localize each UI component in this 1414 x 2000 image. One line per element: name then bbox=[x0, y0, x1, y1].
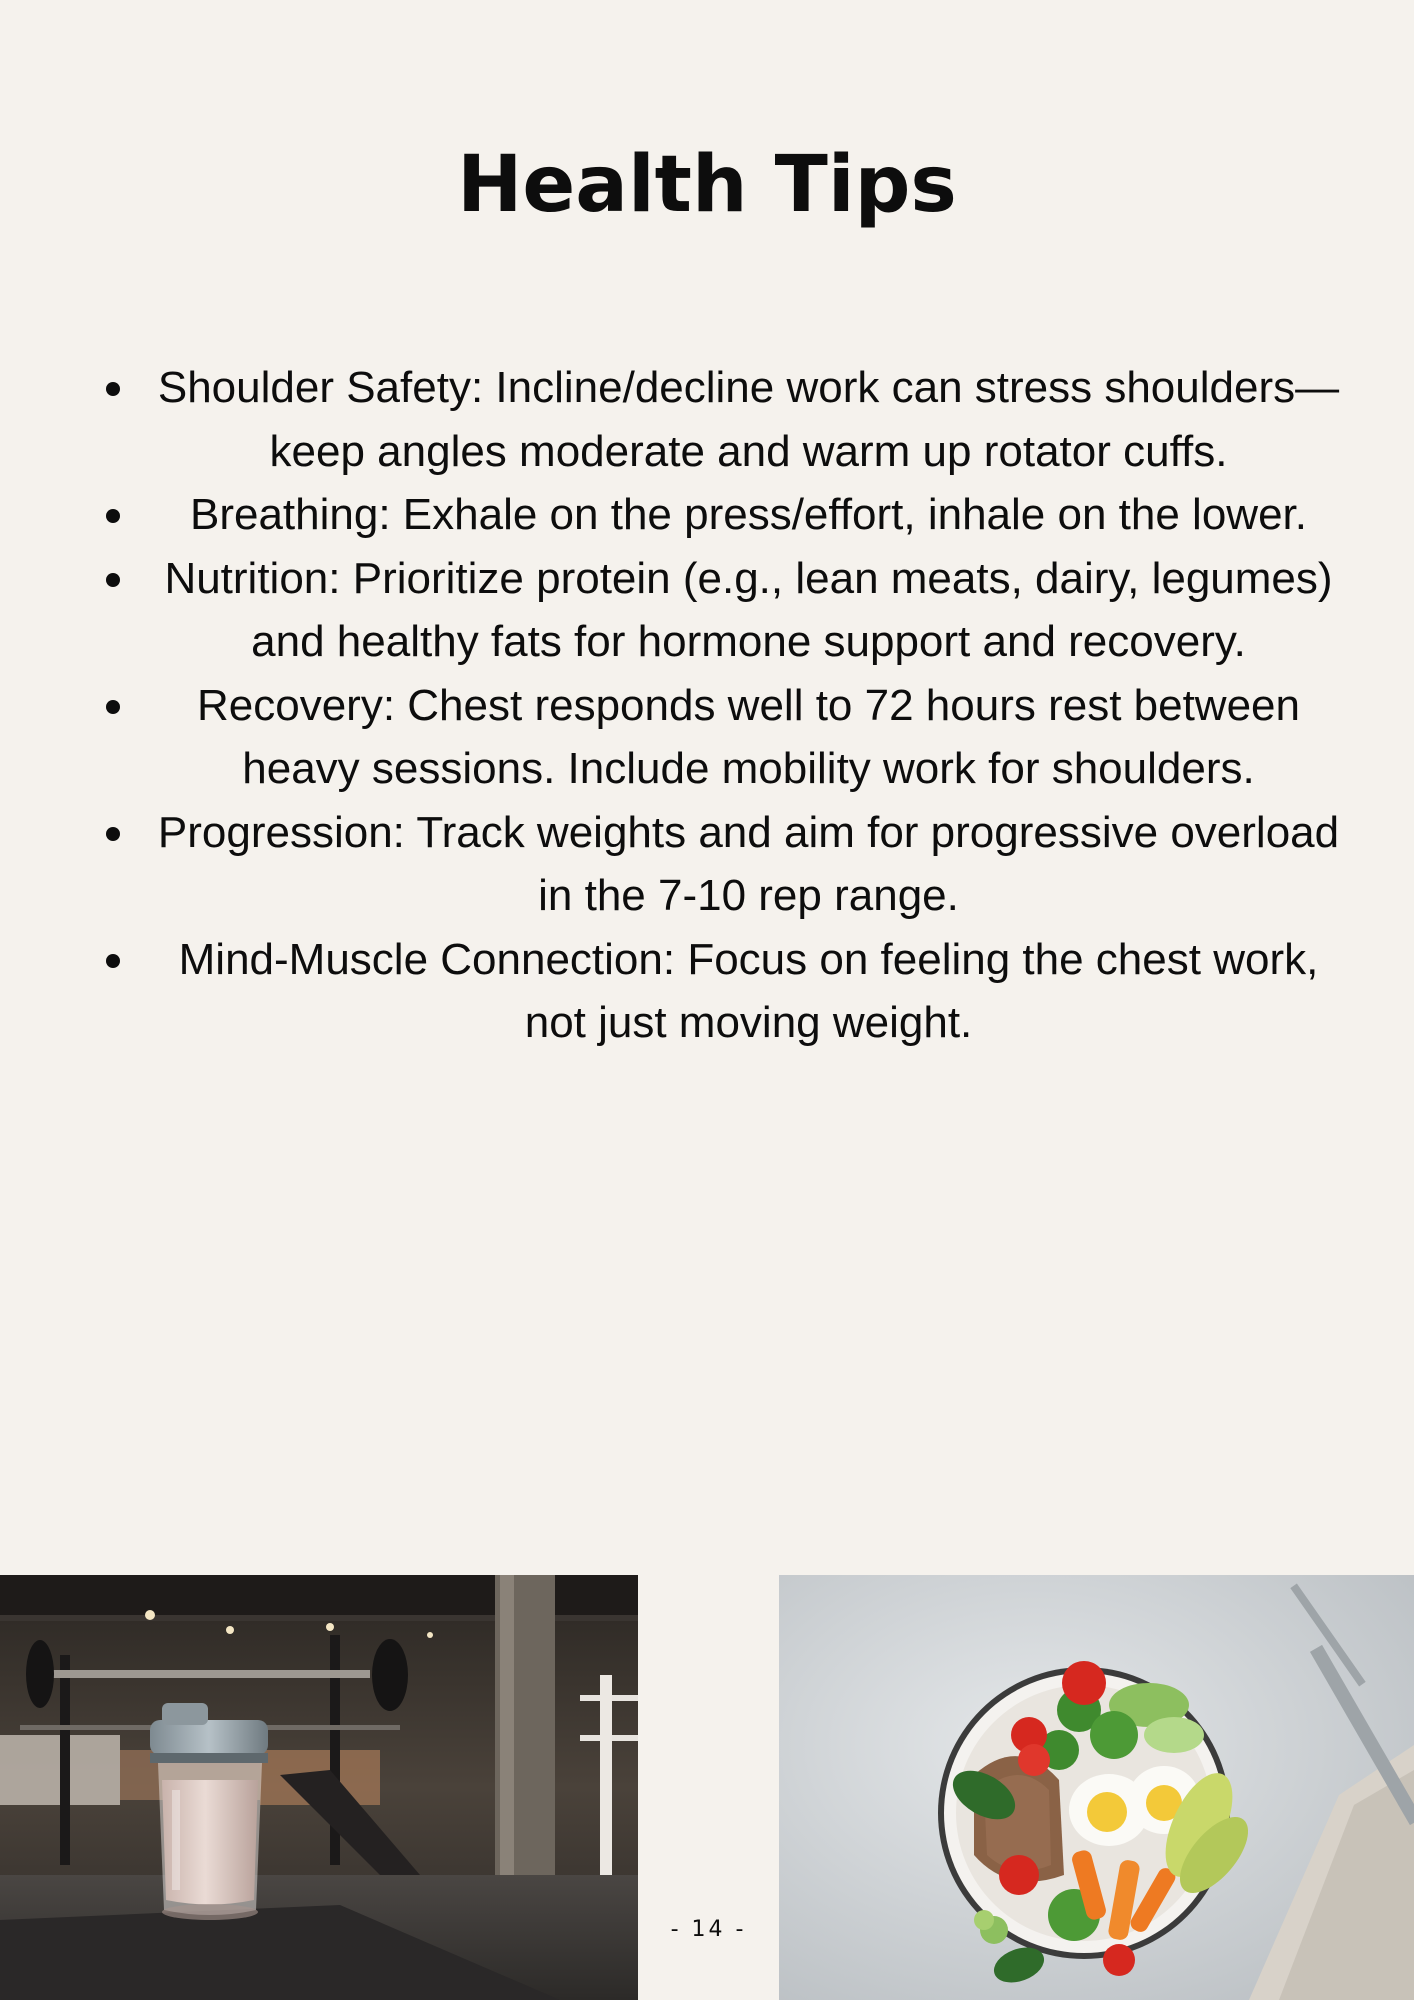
tip-mind-muscle bbox=[100, 928, 1345, 1055]
tip-progression bbox=[100, 801, 1345, 928]
tip-shoulder-safety bbox=[100, 356, 1345, 483]
bullet-icon bbox=[106, 509, 120, 523]
tip-nutrition bbox=[100, 547, 1345, 674]
tip-text: Mind-Muscle Connection: Focus on feeling the chest work, not just moving weight. bbox=[178, 934, 1319, 1047]
tip-text: Shoulder Safety: Incline/decline work can stress shoulders—keep angles moderate and warm up rotator cuffs. bbox=[157, 363, 1340, 476]
healthy-bowl-photo bbox=[779, 1575, 1414, 2000]
bullet-icon bbox=[106, 954, 120, 968]
page-number: - 14 - bbox=[670, 1917, 747, 1942]
tip-text: Breathing: Exhale on the press/effort, inhale on the lower. bbox=[189, 490, 1307, 539]
bullet-icon bbox=[106, 573, 120, 587]
bullet-icon bbox=[106, 382, 120, 396]
tip-text: Recovery: Chest responds well to 72 hours rest between heavy sessions. Include mobility work for shoulders. bbox=[196, 680, 1300, 793]
tip-text: Progression: Track weights and aim for progressive overload in the 7-10 rep range. bbox=[157, 807, 1340, 920]
tip-breathing bbox=[100, 483, 1345, 547]
tip-text: Nutrition: Prioritize protein (e.g., lean meats, dairy, legumes) and healthy fats for hormone support and recovery. bbox=[164, 553, 1333, 666]
bullet-icon bbox=[106, 700, 120, 714]
tip-recovery bbox=[100, 674, 1345, 801]
page-title: Health Tips bbox=[457, 140, 957, 230]
bullet-icon bbox=[106, 827, 120, 841]
gym-shaker-photo bbox=[0, 1575, 638, 2000]
health-tips-list bbox=[100, 356, 1345, 1055]
